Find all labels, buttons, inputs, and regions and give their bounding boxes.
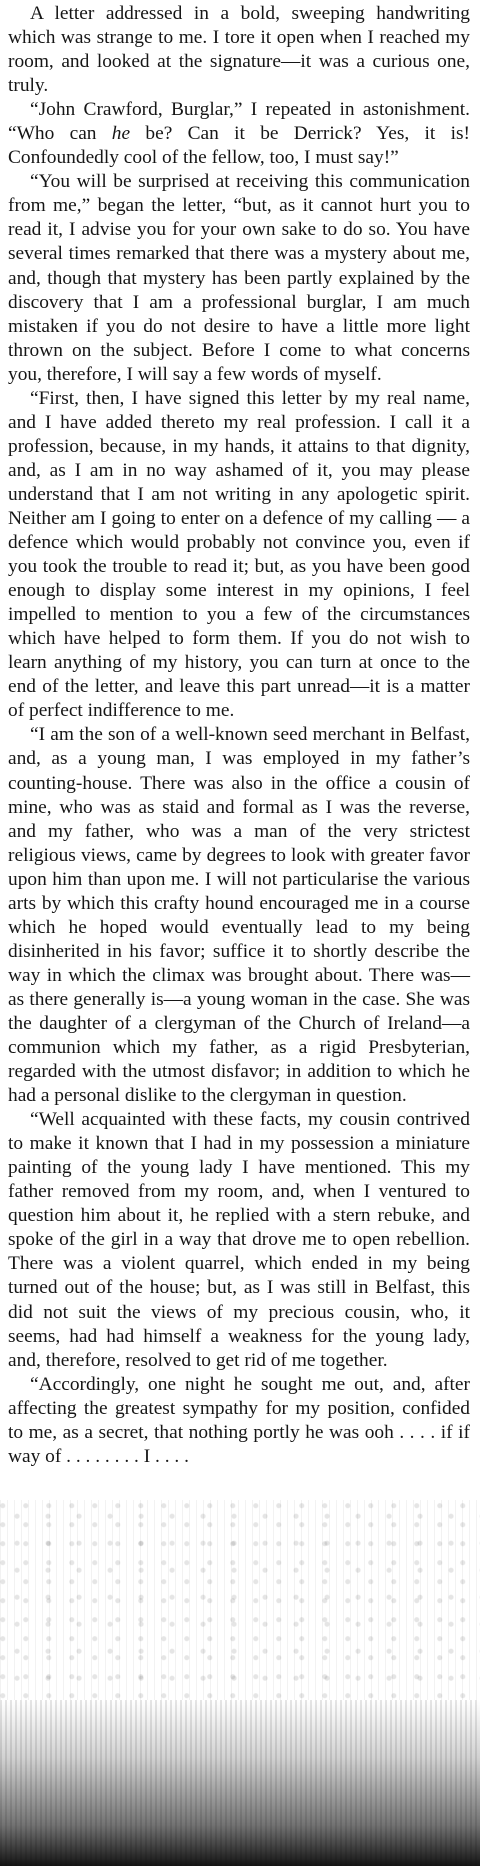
paragraph-letter-opening: “You will be surprised at receiving this communication from me,” began the letter, “but, as it cannot hurt you to read it, I advise you for your own sake to do so. You have several times remarked that there was a mystery about me, and, though that mystery has been partly explained by the discovery that I am a professional burglar, I am much mistaken if you do not desire to have a little more light thrown on the subject. Before I come to what concerns you, therefore, I will say a few words of myself. <box>8 171 470 385</box>
paragraph-letter-intro: A letter addressed in a bold, sweeping handwriting which was strange to me. I tore it open when I reached my room, and looked at the signature—it was a curious one, truly. <box>8 3 470 97</box>
print-degradation-light <box>0 1500 480 1700</box>
paragraph-cousin-plot: “Well acquainted with these facts, my cousin contrived to make it known that I had in my possession a miniature painting of the young lady I have mentioned. This my father removed from my room, and, when I ventured to question him about it, he replied with a stern rebuke, and spoke of the girl in a way that drove me to open rebellion. There was a violent quarrel, which ended in my being turned out of the house; but, as I was still in Belfast, this did not suit the views of my precious cousin, who, it seems, had had himself a weakness for the young lady, and, therefore, resolved to get rid of me together. <box>8 1109 470 1371</box>
print-degradation-heavy <box>0 1700 480 1866</box>
paragraph-signature-reaction <box>8 98 470 170</box>
paragraph-belfast-history: “I am the son of a well-known seed merchant in Belfast, and, as a young man, I was employed in my father’s counting-house. There was also in the office a cousin of mine, who was as staid and formal as I was the reverse, and my father, who was a man of the very strictest religious views, came by degrees to look with greater favor upon him than upon me. I will not particularise the various arts by which this crafty hound encouraged me in a course which he hoped would eventually lead to my being disinherited in his favor; suffice it to shortly describe the way in which the climax was brought about. There was—as there generally is—a young woman in the case. She was the daughter of a clergyman of the Church of Ireland—a communion which my father, as a rigid Presbyterian, regarded with the utmost disfavor; in addition to which he had a personal dislike to the clergyman in question. <box>8 724 470 1107</box>
paragraph-accordingly: “Accordingly, one night he sought me out, and, after affecting the greatest sympathy for my position, confided to me, as a secret, that nothing portly he was ooh . . . . if if way of . . . . . . . . I . . . . <box>8 1373 470 1467</box>
article-column <box>8 2 470 1469</box>
signature-text-before: “John Crawford, Burglar,” I repeated in astonishment. “Who can <box>8 99 470 145</box>
emphasis-he: he <box>111 123 131 145</box>
paragraph-real-name: “First, then, I have signed this letter by my real name, and I have added thereto my real profession. I call it a profession, because, in my hands, it attains to that dignity, and, as I am in no way ashamed of it, you may please understand that I am not writing in any apologetic spirit. Neither am I going to enter on a defence of my calling — a defence which would probably not convince you, even if you took the trouble to read it; but, as you have been good enough to display some interest in my opinions, I feel impelled to mention to you a few of the circumstances which have helped to form them. If you do not wish to learn anything of my history, you can turn at once to the end of the letter, and leave this part unread—it is a matter of perfect indifference to me. <box>8 387 470 722</box>
signature-text-after: be? Can it be Derrick? Yes, it is! Confoundedly cool of the fellow, too, I must say!” <box>8 123 470 169</box>
